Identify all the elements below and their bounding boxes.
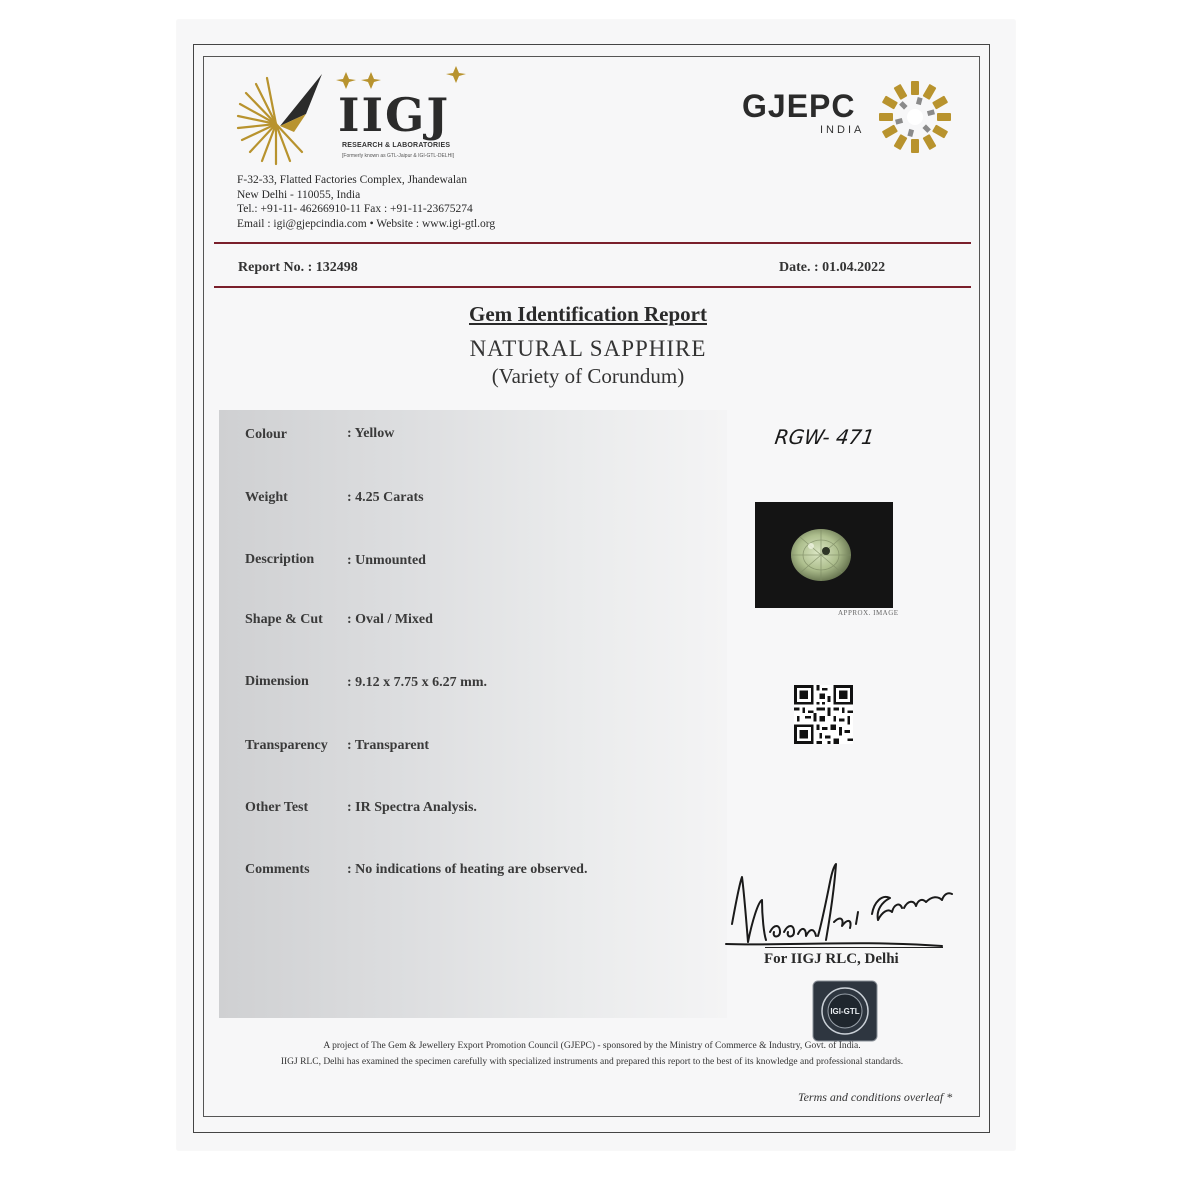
iigj-wordmark: IIGJ	[338, 88, 451, 142]
stone-name: NATURAL SAPPHIRE	[469, 336, 707, 361]
stone-variety: (Variety of Corundum)	[491, 364, 685, 388]
report-date: Date. : 01.04.2022	[779, 260, 886, 275]
field-value-shape: : Oval / Mixed	[347, 612, 433, 627]
field-value-comments: : No indications of heating are observed.	[347, 862, 588, 877]
footer-project-note: A project of The Gem & Jewellery Export Promotion Council (GJEPC) - sponsored by the Ministry of Commerce & Industry, Govt. of India.	[323, 1041, 861, 1051]
address-line-2: New Delhi - 110055, India	[237, 188, 361, 201]
field-value-description: : Unmounted	[347, 553, 426, 568]
field-value-weight: : 4.25 Carats	[347, 490, 424, 505]
handwritten-code: RGW- 471	[773, 425, 877, 449]
report-title: Gem Identification Report	[469, 302, 707, 326]
address-email: Email : igi@gjepcindia.com • Website : www.igi-gtl.org	[237, 217, 496, 230]
gem-photo	[755, 502, 893, 608]
terms-note: Terms and conditions overleaf *	[798, 1090, 953, 1104]
hologram-seal-icon	[812, 980, 878, 1042]
field-value-transparency: : Transparent	[347, 738, 430, 753]
gjepc-wordmark: GJEPC	[742, 88, 856, 124]
qr-code[interactable]	[793, 685, 854, 744]
lab-address	[237, 173, 495, 231]
address-line-1: F-32-33, Flatted Factories Complex, Jhandewalan	[237, 174, 467, 186]
gjepc-india-label: INDIA	[820, 124, 865, 136]
field-label-other-test: Other Test	[245, 800, 309, 815]
field-label-weight: Weight	[245, 490, 288, 505]
seal-text: IGI-GTL	[830, 1007, 860, 1016]
image-caption: APPROX. IMAGE	[838, 609, 899, 617]
iigj-subtitle: RESEARCH & LABORATORIES	[342, 142, 451, 149]
report-number: Report No. : 132498	[238, 260, 358, 275]
field-label-comments: Comments	[245, 862, 310, 877]
signature-label: For IIGJ RLC, Delhi	[764, 951, 899, 967]
field-value-colour: : Yellow	[347, 426, 395, 441]
field-label-colour: Colour	[245, 427, 287, 442]
header-rule-top	[214, 242, 971, 244]
gjepc-emblem-icon	[878, 80, 952, 154]
field-label-dimension: Dimension	[245, 674, 309, 689]
iigj-note: [Formerly known as GTL-Jaipur & IGI-GTL-DELHI]	[342, 153, 454, 159]
details-panel	[219, 410, 727, 1018]
footer-disclaimer: IIGJ RLC, Delhi has examined the specimen carefully with specialized instruments and prepared this report to the best of its knowledge and professional standards.	[280, 1057, 904, 1067]
field-value-other-test: : IR Spectra Analysis.	[347, 800, 477, 815]
field-value-dimension: : 9.12 x 7.75 x 6.27 mm.	[347, 675, 487, 690]
field-label-transparency: Transparency	[245, 738, 328, 753]
signature-line	[765, 947, 943, 948]
field-label-shape: Shape & Cut	[245, 612, 323, 627]
field-label-description: Description	[245, 552, 315, 567]
address-phone: Tel.: +91-11- 46266910-11 Fax : +91-11-23675274	[237, 203, 473, 216]
header-rule-bottom	[214, 286, 971, 288]
